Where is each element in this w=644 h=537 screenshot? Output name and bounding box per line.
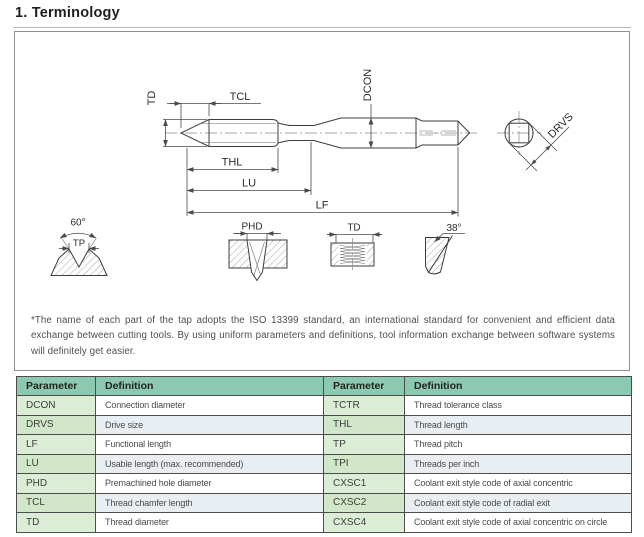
- definition-cell: Thread chamfer length: [96, 493, 324, 513]
- table-row: [17, 415, 632, 435]
- angle-label-38: 38°: [446, 223, 462, 234]
- flute-angle-view: [426, 223, 466, 274]
- terminology-diagram-panel: [14, 31, 630, 371]
- dimension-thl-lu-lf: [187, 142, 458, 217]
- column-header-parameter-right: Parameter: [324, 377, 405, 396]
- terminology-table-body: [17, 396, 632, 533]
- terminology-table: [16, 376, 632, 533]
- dim-label-tcl: TCL: [229, 91, 251, 103]
- tap-side-view: [165, 118, 480, 148]
- thread-profile-view: [51, 218, 107, 276]
- table-row: [17, 493, 632, 513]
- dim-label-dcon: DCON: [362, 68, 374, 102]
- definition-cell: Premachined hole diameter: [96, 474, 324, 494]
- table-row: [17, 396, 632, 416]
- dimension-tcl: [167, 91, 261, 128]
- parameter-cell: DRVS: [17, 415, 96, 435]
- tap-end-view: [497, 111, 576, 171]
- table-header-row: [17, 377, 632, 396]
- definition-cell: Thread diameter: [96, 513, 324, 533]
- dim-label-tp: TP: [72, 238, 86, 249]
- definition-cell: Coolant exit style code of axial concentric: [405, 474, 632, 494]
- iso-standard-note: *The name of each part of the tap adopts the ISO 13399 standard, an international standard for convenient and efficient data exchange between cutting tools. By using uniform parameters and definitions, tool information exchange between software systems will definitely get easier.: [31, 314, 615, 357]
- parameter-cell: CXSC1: [324, 474, 405, 494]
- parameter-cell: LU: [17, 454, 96, 474]
- table-row: [17, 435, 632, 455]
- column-header-parameter-left: Parameter: [17, 377, 96, 396]
- dim-label-drvs: DRVS: [545, 110, 576, 141]
- premachined-hole-view: [229, 222, 287, 281]
- definition-cell: Threads per inch: [405, 454, 632, 474]
- parameter-cell: TCL: [17, 493, 96, 513]
- dim-label-td: TD: [146, 90, 158, 106]
- definition-cell: Usable length (max. recommended): [96, 454, 324, 474]
- parameter-cell: TCTR: [324, 396, 405, 416]
- column-header-definition-right: Definition: [405, 377, 632, 396]
- definition-cell: Coolant exit style code of axial concentric on circle: [405, 513, 632, 533]
- definition-cell: Connection diameter: [96, 396, 324, 416]
- definition-cell: Coolant exit style code of radial exit: [405, 493, 632, 513]
- dim-label-lf: LF: [315, 199, 329, 212]
- table-row: [17, 474, 632, 494]
- table-row: [17, 454, 632, 474]
- parameter-cell: TP: [324, 435, 405, 455]
- dimension-td: [146, 91, 207, 147]
- dim-label-phd: PHD: [241, 221, 263, 233]
- parameter-cell: LF: [17, 435, 96, 455]
- definition-cell: Thread pitch: [405, 435, 632, 455]
- dimension-dcon: [362, 69, 374, 148]
- parameter-cell: PHD: [17, 474, 96, 494]
- definition-cell: Thread length: [405, 415, 632, 435]
- column-header-definition-left: Definition: [96, 377, 324, 396]
- parameter-cell: CXSC2: [324, 493, 405, 513]
- dim-label-td-section: TD: [347, 222, 361, 234]
- definition-cell: Drive size: [96, 415, 324, 435]
- definition-cell: Thread tolerance class: [405, 396, 632, 416]
- title-divider: [13, 27, 631, 28]
- parameter-cell: TPI: [324, 454, 405, 474]
- parameter-cell: CXSC4: [324, 513, 405, 533]
- parameter-cell: THL: [324, 415, 405, 435]
- angle-label-60: 60°: [70, 217, 86, 229]
- definition-cell: Functional length: [96, 435, 324, 455]
- dim-label-lu: LU: [241, 177, 257, 190]
- page-title: 1. Terminology: [15, 5, 120, 21]
- dim-label-thl: THL: [221, 156, 243, 169]
- parameter-cell: DCON: [17, 396, 96, 416]
- table-row: [17, 513, 632, 533]
- parameter-cell: TD: [17, 513, 96, 533]
- internal-thread-view: [327, 223, 382, 272]
